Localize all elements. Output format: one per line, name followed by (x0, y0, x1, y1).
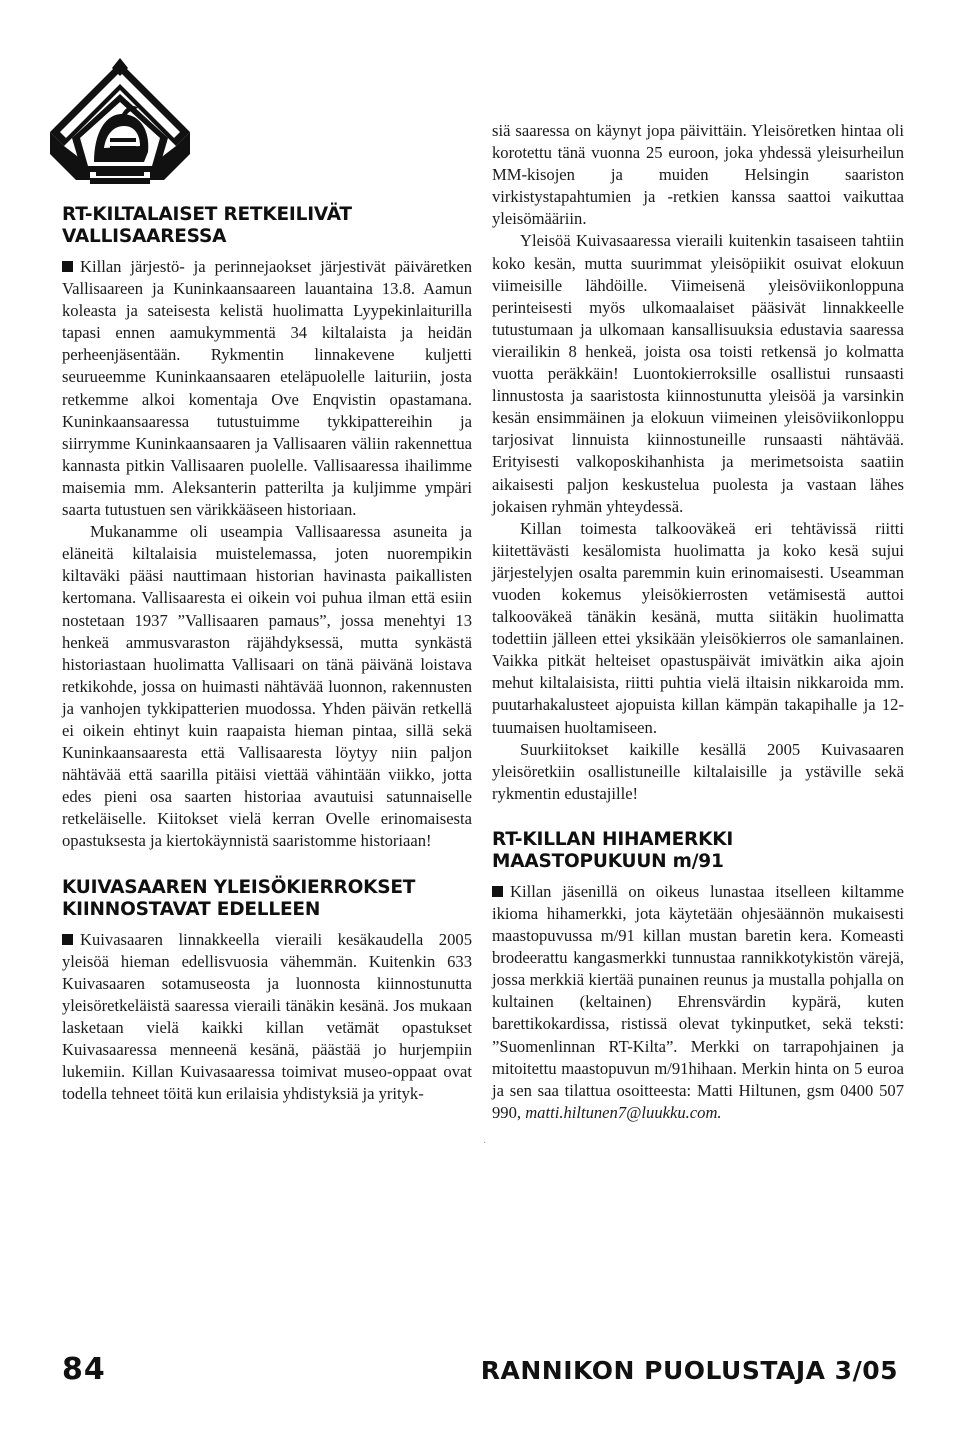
paragraph-text: Kuivasaaren linnakkeella vieraili kesäkaudella 2005 yleisöä hieman edellisvuosia vähemmän. Kuitenkin 633 Kuivasaaren sotamuseosta ja luonnosta kiinnostunutta yleisöretkeläistä saaressa vieraili tänäkin kesänä. Jos mukaan lasketaan vielä kaikki killan vetämät opastukset Kuivasaaressa menneenä kesänä, päästää jo hurjempiin lukemiin. Killan Kuivasaaressa toimivat museo-oppaat ovat todella tehneet töitä kun erilaisia yhdistyksiä ja yrityk- (62, 929, 472, 1104)
article-paragraph: Suurkiitokset kaikille kesällä 2005 Kuivasaaren yleisöretkiin osallistuneille kiltalaisille ja ystäville sekä rykmentin edustajille! (492, 739, 904, 803)
heading-line: MAASTOPUKUUN m/91 (492, 850, 724, 872)
article-paragraph (492, 881, 904, 1124)
bullet-square-icon (62, 934, 73, 945)
section-heading-vallisaari (62, 204, 472, 248)
right-column (492, 0, 904, 1124)
article-paragraph: Mukanamme oli useampia Vallisaaressa asuneita ja eläneitä kiltalaisia muistelemassa, joten nuorempikin kiltaväki pääsi nauttimaan historian havinasta paikallisten kertomana. Vallisaaresta ei oikein voi puhua ilman että esiin nostetaan 1937 ”Vallisaaren pamaus”, jossa menehtyi 13 henkeä ammusvaraston räjähdyksessä, mutta synkästä historiastaan huolimatta Vallisaari on tänä päivänä loistava retkikohde, jossa on huimasti nähtävää luonnon, rakennusten ja vanhojen tykkipatterien muodossa. Yhden päivän retkellä ei oikein ehtinyt kuin raapaista hieman pintaa, sillä sekä Kuninkaansaaresta että Vallisaaresta löytyy niin paljon nähtävää että saarilla pitäisi viettää vähintään viikko, jotta edes pieni osa saarten historiaa avautuisi satunnaiselle retkeläiselle. Kiitokset vielä kerran Ovelle erinomaisesta opastuksesta ja kiertokäynnistä saaristomme historiaan! (62, 522, 472, 851)
bullet-square-icon (492, 886, 503, 897)
heading-line: KUIVASAAREN YLEISÖKIERROKSET (62, 876, 416, 898)
magazine-title: RANNIKON PUOLUSTAJA 3/05 (480, 1356, 898, 1385)
article-paragraph: Killan toimesta talkooväkeä eri tehtävissä riitti kiitettävästi kesälomista huolimatta ja koko kesä sujui järjestelyjen osalta paremmin kuin erinomaisesti. Useamman vuoden kokemus yleisökierrosten vetämisestä auttoi talkooväkeä tänäkin kesänä, mutta siitäkin huolimatta todettiin jälleen ettei yksikään yleisökierros ole samanlainen. Vaikka pitkät helteiset opastuspäivät imivätkin aika ajoin mehut kiltalaisista, riitti puhtia vielä iltaisin nikkaroida mm. puutarhakalusteet ajopuista killan kämpän takapihalle ja 12-tuumaisen huoltamiseen. (492, 518, 904, 737)
margin-mark: · (483, 1138, 487, 1149)
left-column (62, 0, 472, 1105)
section-heading-kuivasaari (62, 877, 472, 921)
heading-line: VALLISAARESSA (62, 226, 227, 247)
heading-line: RT-KILLAN HIHAMERKKI (492, 828, 734, 850)
article-paragraph: Yleisöä Kuivasaaressa vieraili kuitenkin tasaiseen tahtiin koko kesän, mutta suurimmat yleisöpiikit osuivat elokuun viimeisille lähdöille. Viimeisenä yleisöviikonloppuna perinteisesti myös ulkomaalaiset pääsivät linnakkeelle tutustumaan ja ulkomaan kansallisuuksia edustavia saaressa vierailikin 8 henkeä, joista osa toisti retkensä jo kolmatta vuotta peräkkäin! Luontokierroksille osallistui runsaasti linnustosta ja saaristosta kiinnostunutta yleisöä ja varsinkin kesän ensimmäinen ja elokuun viimeinen yleisöviikonloppu tarjosivat linnuista kiinnostuneille runsaasti nähtävää. Erityisesti valkoposkihanhista ja merimetsoista saatiin aikaisesti paljon keskustelua puolesta ja vastaan lähes jokaisen ryhmän yhteydessä. (492, 231, 904, 516)
paragraph-text: Killan jäsenillä on oikeus lunastaa itselleen kiltamme ikioma hihamerkki, jota käytetään ohjesäännön mukaisesti maastopuvussa m/91 killan mustan baretin kera. Komeasti brodeerattu kangasmerkki tunnustaa rannikkotykistön värejä, jossa merkkiä kiertää punainen reunus ja mustalla pohjalla on kultainen (keltainen) Ehrensvärdin kypärä, kuten barettikokardissa, ristissä olevat tykinputket, sekä teksti: ”Suomenlinnan RT-Kilta”. Merkki on tarrapohjainen ja mitoitettu maastopuvun m/91hihaan. Merkin hinta on 5 euroa ja sen saa tilattua osoitteesta: Matti Hiltunen, gsm 0400 507 990, (492, 881, 904, 1122)
article-paragraph (62, 256, 472, 521)
heading-line: KIINNOSTAVAT EDELLEEN (62, 898, 321, 920)
contact-email-link[interactable]: matti.hiltunen7@luukku.com. (525, 1102, 722, 1122)
page-number: 84 (62, 1352, 106, 1387)
article-paragraph (62, 929, 472, 1106)
bullet-square-icon (62, 261, 73, 272)
paragraph-text: Killan järjestö- ja perinnejaokset järjestivät päiväretken Vallisaareen ja Kuninkaansaareen lauantaina 13.8. Aamun koleasta ja sateisesta kelistä huolimatta Lyypekinlaiturilla tapasi ennen aamukymmentä 34 kiltalaista ja heidän perheenjäsentään. Rykmentin linnakevene kuljetti seurueemme Kuninkaansaaren eteläpuolelle laituriin, josta retkemme alkoi komentaja Ove Enqvistin opastamana. Kuninkaansaaressa tutustuimme tykkipattereihin ja siirrymme Kuninkaansaaren ja Vallisaaren väliin rakennettua kannasta pitkin Vallisaaren puolelle. Vallisaaressa ihailimme maisemia mm. Aleksanterin patterilta ja kuljimme ympäri saarta tutustuen sen värikkääseen historiaan. (62, 257, 472, 520)
article-paragraph: siä saaressa on käynyt jopa päivittäin. Yleisöretken hintaa oli korotettu tänä vuonna 25 euroon, joka yhdessä yleisurheilun MM-kisojen ja muiden Helsingin saariston virkistystapahtumien ja -retkien kanssa saattoi vaikuttaa yleisömääriin. (492, 121, 904, 229)
section-heading-hihamerkki (492, 829, 904, 873)
heading-line: RT-KILTALAISET RETKEILIVÄT (62, 204, 352, 225)
